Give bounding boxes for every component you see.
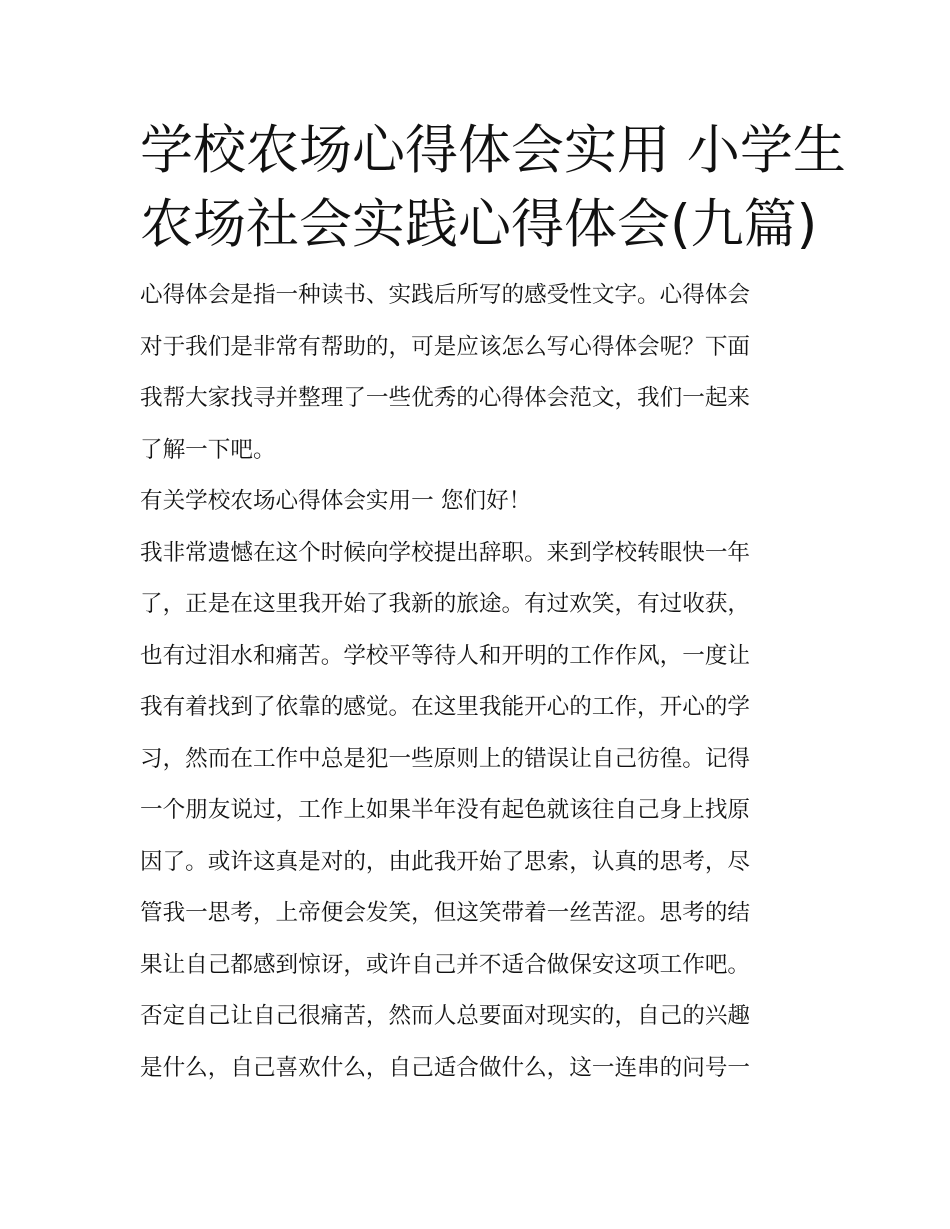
paragraph-line: 管我一思考，上帝便会发笑，但这笑带着一丝苦涩。思考的结 [140, 900, 751, 926]
section-heading [140, 476, 815, 528]
body-paragraph [140, 528, 815, 1095]
section-heading-text: 有关学校农场心得体会实用一 您们好！ [140, 488, 532, 514]
paragraph-line: 因了。或许这真是对的，由此我开始了思索，认真的思考，尽 [140, 848, 751, 875]
paragraph-line: 我帮大家找寻并整理了一些优秀的心得体会范文，我们一起来 [140, 385, 751, 411]
paragraph-line: 我非常遗憾在这个时候向学校提出辞职。来到学校转眼快一年 [140, 539, 751, 566]
document-content [140, 114, 846, 1094]
paragraph-line: 了解一下吧。 [140, 436, 276, 463]
paragraph-line: 是什么，自己喜欢什么，自己适合做什么，这一连串的问号一 [140, 1054, 751, 1081]
paragraph-line: 心得体会是指一种读书、实践后所写的感受性文字。心得体会 [140, 282, 751, 308]
paragraph-line: 一个朋友说过，工作上如果半年没有起色就该往自己身上找原 [140, 797, 751, 823]
title-line: 学校农场心得体会实用 小学生 [140, 120, 846, 181]
paragraph-line: 也有过泪水和痛苦。学校平等待人和开明的工作作风，一度让 [140, 642, 751, 669]
title-line: 农场社会实践心得体会(九篇) [140, 194, 818, 255]
paragraph-line: 习，然而在工作中总是犯一些原则上的错误让自己彷徨。记得 [140, 745, 751, 772]
document-title [140, 114, 846, 262]
paragraph-line: 对于我们是非常有帮助的，可是应该怎么写心得体会呢？下面 [140, 333, 751, 360]
paragraph-line: 我有着找到了依靠的感觉。在这里我能开心的工作，开心的学 [140, 694, 751, 720]
paragraph-line: 否定自己让自己很痛苦，然而人总要面对现实的，自己的兴趣 [140, 1003, 751, 1029]
paragraph-line: 果让自己都感到惊讶，或许自己并不适合做保安这项工作吧。 [140, 951, 751, 978]
intro-paragraph [140, 270, 815, 476]
paragraph-line: 了，正是在这里我开始了我新的旅途。有过欢笑，有过收获， [140, 591, 751, 617]
